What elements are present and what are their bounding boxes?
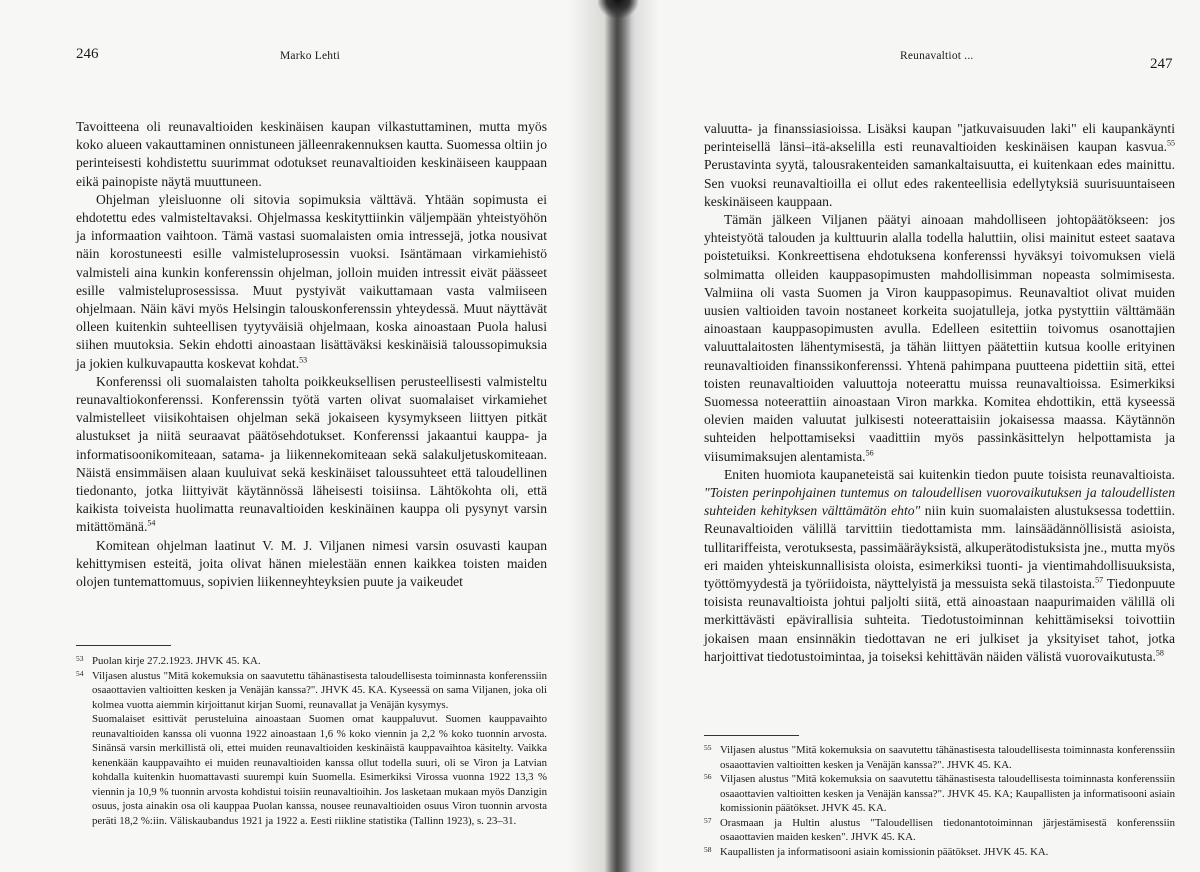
footnote: 55 Viljasen alustus "Mitä kokemuksia on saavutettu tähänastisesta taloudellisesta toiminnasta konferenssiin osaaottavien valtioitten kesken ja Venäjän kanssa?". JHVK 45. KA. — [704, 743, 1175, 771]
footnote: 53 Puolan kirje 27.2.1923. JHVK 45. KA. — [76, 654, 261, 667]
left-running-head: Marko Lehti — [280, 50, 341, 62]
quotation: "Toisten perinpohjainen tuntemus on taloudellisen vuorovaikutuksen ja taloudellisten suhteiden kehityksen välttämätön ehto" — [704, 485, 1175, 519]
footnote-ref[interactable]: 56 — [865, 448, 874, 458]
right-body-text — [704, 120, 1175, 666]
footnote: 54 Viljasen alustus "Mitä kokemuksia on saavutettu tähänastisesta taloudellisesta toiminnasta konferenssiin osaaottavien valtioitten kesken ja Venäjän kanssa?". JHVK 45. KA. Kyseessä on sama Viljanen, joka oli kolmea vuotta aiemmin kirjoittanut kirjan Suomi, reunavallat ja Venäjän kysymys. — [76, 668, 547, 711]
footnote-ref[interactable]: 58 — [1155, 648, 1164, 658]
paragraph: Tavoitteena oli reunavaltioiden keskinäisen kaupan vilkastuttaminen, mutta myös koko alueen vakauttaminen onnistuneen jälleenrakennuksen kautta. Suomessa oltiin jo perinteisesti kohdistettu suurimmat odotukset reunavaltioiden keskinäiseen kauppaan eikä painopiste näytä muuttuneen. — [76, 119, 547, 189]
footnote: 58 Kaupallisten ja informatisooni asiain komissionin päätökset. JHVK 45. KA. — [704, 844, 1049, 858]
book-gutter — [604, 0, 632, 872]
footnote-ref[interactable]: 55 — [1167, 138, 1175, 148]
footnote-ref[interactable]: 54 — [147, 518, 156, 528]
footnote: 57 Orasmaan ja Hultin alustus "Taloudellisen tiedonantotoiminnan järjestämisestä konferenssiin osaaottavien maiden kesken". JHVK 45. KA. — [704, 815, 1175, 843]
footnote-rule — [76, 645, 171, 646]
left-page-number: 246 — [76, 46, 99, 62]
paragraph: Eniten huomiota kaupaneteistä sai kuitenkin tiedon puute toisista reunavaltioista. "Toisten perinpohjainen tuntemus on taloudellisen vuorovaikutuksen ja taloudellisten suhteiden kehityksen välttämätön ehto" niin kuin suomalaisten alustuksessa todettiin. Reunavaltioiden välillä tarvittiin tiedottamista mm. lainsäädännöllisistä asioista, tullitariffeista, verotuksesta, passimääräyksistä, alkuperätodistuksista jne., mutta myös eri maiden yhteiskunnallisista oloista, esimerkiksi tuonti- ja vientimahdollisuuksista, työttömyydestä ja työriidoista, näyttelyistä ja messuista sekä tilastoista.$^{57}$ Tiedonpuute toisista reunavaltioista johtui paljolti siitä, että ainoastaan naapurimaiden välillä oli merkittävästi epävirallisia suhteita. Tiedotustoiminnan kehittämiseksi toivottiin jokaisen maan ensinnäkin tiedottavan ne eri julkiset ja yksityiset tahot, jotka harjoittivat tiedotustoimintaa, ja toiseksi kehittävän näiden välistä vuorovaikutusta.$^{58}$ — [704, 466, 1175, 664]
footnote: 56 Viljasen alustus "Mitä kokemuksia on saavutettu tähänastisesta taloudellisesta toiminnasta konferenssiin osaaottavien valtioitten kesken ja Venäjän kanssa?". JHVK 45. KA; Kaupallisten ja informatisooni asiain komissionin päätökset. JHVK 45. KA. — [704, 772, 1175, 814]
footnote-number: 53 — [76, 654, 84, 663]
paragraph: Konferenssi oli suomalaisten taholta poikkeuksellisen perusteellisesti valmisteltu reunavaltiokonferenssi. Konferenssin työtä varten olivat suomalaiset virkamiehet valmistelleet viisikohtaisen ohjelman sekä jokaiseen kysymykseen liittyen pitkät alustukset ja niitä seuraavat päätösehdotukset. Konferenssi jakaantui kauppa- ja informatisoonikomiteaan, satama- ja liikennekomiteaan sekä salakuljetuskomiteaan. Näistä ensimmäisen alaan kuuluivat sekä keskinäiset taloussuhteet että taloudellinen tiedonanto, jotka liittyivät käytännössä läheisesti toisiinsa. Lähtökohta oli, että kaikista toiveista huolimatta reunavaltioiden keskinäinen kauppa oli pysynyt varsin mitättömänä.$^{54}$ — [76, 373, 547, 535]
footnote-rule — [704, 735, 799, 736]
paragraph: valuutta- ja finanssiasioissa. Lisäksi kaupan "jatkuvaisuuden laki" eli kaupankäynti perinteisellä länsi–itä-akselilla esti reunavaltioiden keskinäisen kaupan kasvua.$^{55}$ Perustavinta syytä, talousrakenteiden samankaltaisuutta, ei kuitenkaan edes mainittu. Sen vuoksi reunavaltioilla ei ollut edes rakenteellisia edellytyksiä suurisuuntaiseen keskinäiseen kauppaan. — [704, 121, 1175, 209]
right-footnotes — [704, 743, 1175, 859]
paragraph: Ohjelman yleisluonne oli sitovia sopimuksia välttävä. Yhtään sopimusta ei ehdotettu edes valmisteltavaksi. Ohjelmassa keskityttiinkin väljempään yhteistyöhön ja informaation vaihtoon. Tämä vastasi suomalaisten omia intressejä, jotka nousivat näin korostuneesti esille valmisteluprosessin vuoksi. Isäntämaan virkamiehistö valmisteli aina kunkin konferenssin ohjelman, jolloin muiden intressit eivät päässeet esille valmisteluprosessissa. Muut pystyivät vaikuttamaan vasta valmiiseen ohjelmaan. Näin kävi myös Helsingin talouskonferenssin yhteydessä. Muut näyttävät olleen kuitenkin suhteellisen tyytyväisiä ohjelmaan, koska ainoastaan Puola halusi siihen muutoksia. Sekin ehdotti ainoastaan lisättäväksi keskinäisiä taloussopimuksia ja jokien kulkuvapautta koskevat kohdat.$^{53}$ — [76, 191, 547, 371]
footnote-ref[interactable]: 57 — [1095, 575, 1104, 585]
footnote-number: 57 — [704, 815, 712, 825]
footnote-number: 54 — [76, 668, 84, 678]
paragraph: Tämän jälkeen Viljanen päätyi ainoaan mahdolliseen johtopäätökseen: jos yhteistyötä talouden ja kulttuurin alalla todella haluttiin, olisi mainitut esteet saatava poistetuiksi. Konkreettisena ehdotuksena konferenssi hyväksyi toivomuksen vielä solmimatta olleiden kauppasopimusten mahdollisimman nopeasta solmimisesta. Valmiina oli vasta Suomen ja Viron kauppasopimus. Reunavaltiot olivat muiden uusien valtioiden tavoin nostaneet korkeita suojatulleja, jotka pystyttiin välttämään ainoastaan kauppasopimusten avulla. Edelleen esitettiin toivomus osanottajien valuuttalaitosten lähentymisestä, ja tähän liittyen päätettiin kutsua koolle erityinen reunavaltioiden finanssikonferenssi. Yhtenä pahimpana puutteena pidettiin sitä, ettei toisten reunavaltioiden valuuttoja noteerattu muissa reunavaltioissa. Esimerkiksi Suomessa noteerattiin ainoastaan Viron markka. Komitea ehdottikin, että kyseessä olevien maiden valuutat julkisesti noteerattaisiin jokaisessa maassa. Käytännön suhteiden helpottamiseksi vaadittiin myös passinkäsittelyn helpottamista ja viisumimaksujen alentamista.$^{56}$ — [704, 212, 1175, 464]
left-footnotes — [76, 654, 547, 828]
footnote-number: 56 — [704, 772, 712, 781]
right-page-number: 247 — [1150, 56, 1173, 72]
footnote-continuation: Suomalaiset esittivät perusteluina ainoastaan Suomen omat kauppaluvut. Suomen kauppavaihto reunavaltioiden kanssa oli vuonna 1922 ainoastaan 1,6 % koko viennin ja 2,2 % koko tuonnin arvosta. Sinänsä varsin merkillistä oli, ettei muiden reunavaltioiden keskinäistä kauppavaihtoa käsitelty. Vaikka kenenkään kauppavaihto ei muiden reunavaltioiden kanssa ollut todella suuri, oli se Viron ja Latvian kohdalla kuitenkin huomattavasti suurempi kuin Suomella. Esimerkiksi Virossa vuonna 1922 13,3 % viennin ja 10,9 % tuonnin arvosta kohdistui toisiin reunavaltioihin. Jos lasketaan mukaan myös Danzigin osuus, josta ainakin osa oli kauppaa Puolan kanssa, nousee reunavaltioiden osuus Viron tuonnin arvosta peräti 18,2 %:iin. Väliskaubandus 1921 ja 1922 a. Eesti riikline statistika (Tallinn 1923), s. 23–31. — [92, 713, 547, 827]
gutter-shadow — [598, 0, 638, 18]
footnote-ref[interactable]: 53 — [299, 355, 308, 365]
paragraph: Komitean ohjelman laatinut V. M. J. Viljanen nimesi varsin osuvasti kaupan kehittymisen esteitä, joita olivat hänen mielestään ennen kaikkea toisten maiden olojen tuntemattomuus, sopivien liikenneyhteyksien puute ja vaikeudet — [76, 537, 547, 590]
footnote-number: 58 — [704, 844, 712, 854]
left-body-text — [76, 118, 547, 591]
footnote-number: 55 — [704, 743, 712, 752]
right-running-head: Reunavaltiot ... — [900, 50, 974, 62]
